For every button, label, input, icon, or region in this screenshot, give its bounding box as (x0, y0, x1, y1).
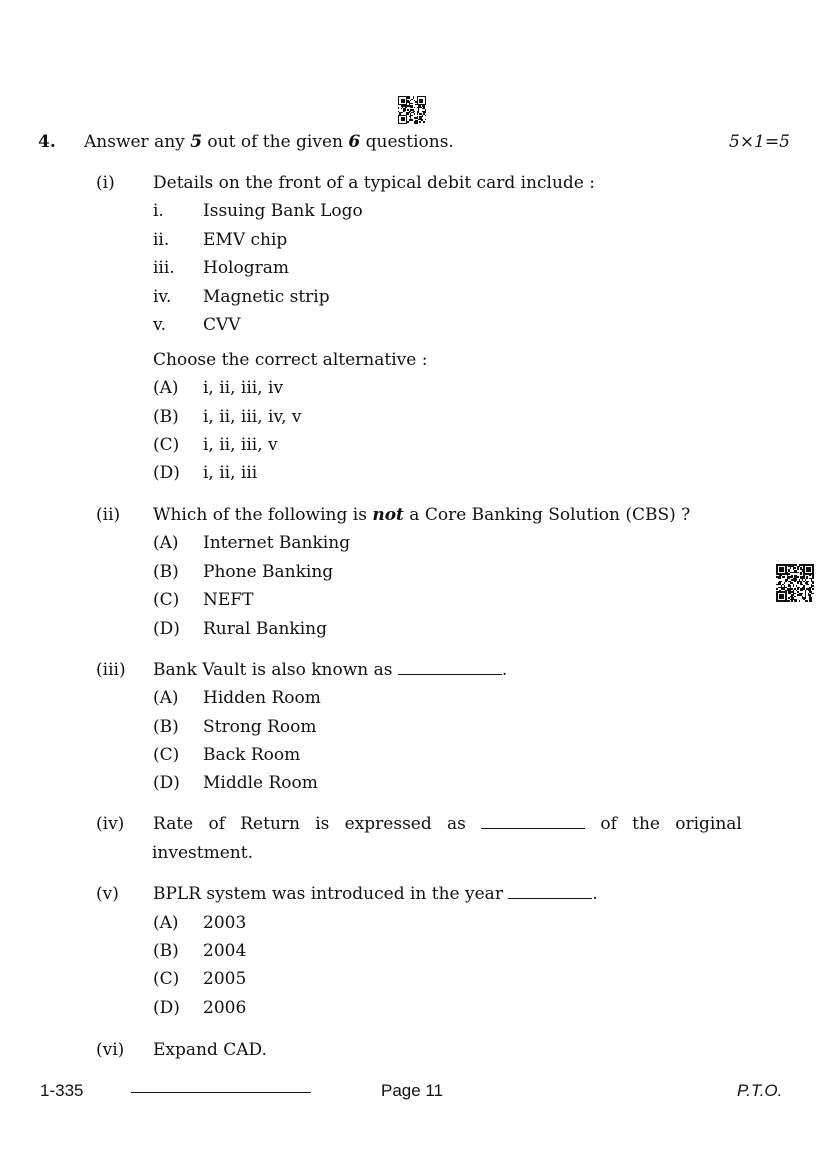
footer-rule (131, 1092, 311, 1093)
option-label: (B) (153, 407, 179, 427)
word: of (208, 814, 225, 834)
text-pre: Which of the following is (153, 505, 373, 525)
question-text: Bank Vault is also known as (153, 660, 393, 680)
qr-code-side (776, 564, 814, 602)
option-label: (C) (153, 745, 180, 765)
sub-question-vi-label: (vi) (96, 1040, 125, 1060)
option-text: Phone Banking (203, 562, 334, 582)
instruction-count-answer: 5 (190, 132, 203, 152)
word: expressed (344, 814, 432, 834)
list-item-text: CVV (203, 315, 241, 335)
instruction-post: questions. (360, 132, 454, 152)
option-label: (B) (153, 562, 179, 582)
list-item-number: iv. (153, 287, 172, 307)
word: Return (240, 814, 300, 834)
option-label: (A) (153, 688, 179, 708)
instruction-count-total: 6 (348, 132, 361, 152)
list-item-number: iii. (153, 258, 175, 278)
text-end: . (592, 884, 598, 904)
word: of (600, 814, 617, 834)
sub-question-i-text: Details on the front of a typical debit card include : (153, 173, 595, 193)
choose-instruction: Choose the correct alternative : (153, 350, 428, 370)
sub-question-ii-label: (ii) (96, 505, 121, 525)
sub-question-iv-line1 (153, 814, 742, 834)
list-item-number: ii. (153, 230, 170, 250)
option-label: (C) (153, 590, 180, 610)
option-text: i, ii, iii, iv, v (203, 407, 302, 427)
option-text: Middle Room (203, 773, 318, 793)
page-number: Page 11 (381, 1081, 444, 1100)
answer-blank (398, 660, 502, 675)
option-text: 2003 (203, 913, 247, 933)
option-label: (D) (153, 463, 180, 483)
sub-question-iv-line2: investment. (152, 843, 253, 863)
sub-question-v-label: (v) (96, 884, 119, 904)
option-label: (B) (153, 941, 179, 961)
list-item-text: Magnetic strip (203, 287, 330, 307)
option-text: Hidden Room (203, 688, 321, 708)
option-label: (A) (153, 533, 179, 553)
word: Rate (153, 814, 194, 834)
text-emphasis: not (372, 505, 404, 525)
question-text: BPLR system was introduced in the year (153, 884, 503, 904)
word: is (315, 814, 330, 834)
list-item-text: Hologram (203, 258, 289, 278)
option-text: 2004 (203, 941, 247, 961)
option-label: (D) (153, 773, 180, 793)
option-text: Rural Banking (203, 619, 327, 639)
word: the (632, 814, 660, 834)
sub-question-ii-text (153, 505, 690, 525)
option-text: Strong Room (203, 717, 317, 737)
sub-question-i-label: (i) (96, 173, 115, 193)
option-text: 2006 (203, 998, 247, 1018)
question-number: 4. (38, 132, 56, 152)
sub-question-v-text (153, 884, 598, 904)
option-text: Back Room (203, 745, 301, 765)
instruction-pre: Answer any (84, 132, 191, 152)
sub-question-iii-text (153, 660, 507, 680)
list-item-number: i. (153, 201, 164, 221)
question-marks: 5×1=5 (729, 132, 790, 152)
paper-code: 1-335 (40, 1081, 84, 1100)
option-label: (D) (153, 998, 180, 1018)
list-item-text: EMV chip (203, 230, 288, 250)
option-text: i, ii, iii (203, 463, 258, 483)
option-text: i, ii, iii, v (203, 435, 278, 455)
qr-code-top (398, 96, 426, 124)
list-item-number: v. (153, 315, 166, 335)
word: as (447, 814, 466, 834)
option-text: Internet Banking (203, 533, 351, 553)
text-end: . (501, 660, 508, 680)
answer-blank (481, 814, 585, 829)
option-label: (C) (153, 435, 180, 455)
question-instruction (84, 132, 454, 152)
option-text: 2005 (203, 969, 247, 989)
answer-blank (508, 884, 592, 899)
option-label: (D) (153, 619, 180, 639)
option-text: NEFT (203, 590, 254, 610)
option-label: (A) (153, 378, 179, 398)
sub-question-vi-text: Expand CAD. (153, 1040, 267, 1060)
word: original (675, 814, 742, 834)
option-label: (B) (153, 717, 179, 737)
list-item-text: Issuing Bank Logo (203, 201, 363, 221)
pto-label: P.T.O. (737, 1081, 783, 1100)
option-text: i, ii, iii, iv (203, 378, 284, 398)
option-label: (A) (153, 913, 179, 933)
option-label: (C) (153, 969, 180, 989)
instruction-mid: out of the given (202, 132, 349, 152)
text-post: a Core Banking Solution (CBS) ? (403, 505, 691, 525)
sub-question-iv-label: (iv) (96, 814, 125, 834)
sub-question-iii-label: (iii) (96, 660, 126, 680)
